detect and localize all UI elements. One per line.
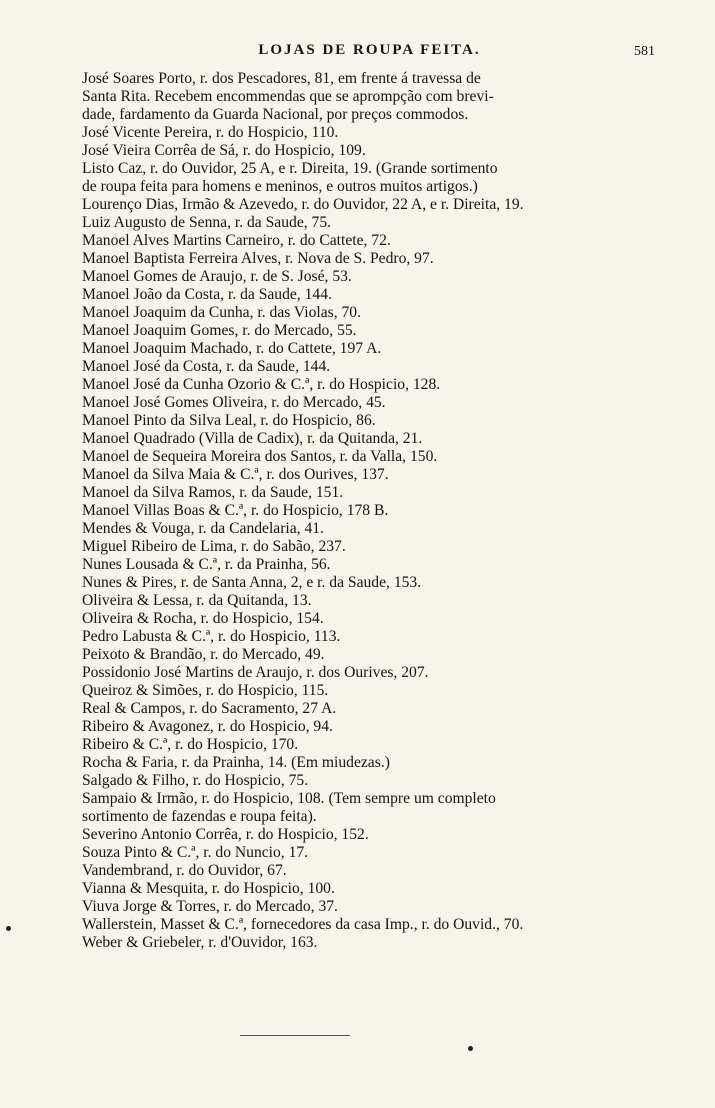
entry-line: Peixoto & Brandão, r. do Mercado, 49. bbox=[82, 646, 325, 663]
entry-line: Manoel da Silva Ramos, r. da Saude, 151. bbox=[82, 484, 344, 501]
directory-entry bbox=[82, 556, 657, 574]
entry-line: Manoel Alves Martins Carneiro, r. do Cattete, 72. bbox=[82, 232, 391, 249]
entry-line: Manoel Gomes de Araujo, r. de S. José, 53. bbox=[82, 268, 352, 285]
entry-line: Manoel José da Costa, r. da Saude, 144. bbox=[82, 358, 331, 375]
entry-line: Manoel da Silva Maia & C.ª, r. dos Ourives, 137. bbox=[82, 466, 389, 483]
entry-line: Wallerstein, Masset & C.ª, fornecedores da casa Imp., r. do Ouvid., 70. bbox=[82, 916, 524, 933]
page-title: LOJAS DE ROUPA FEITA. bbox=[258, 42, 481, 58]
entry-line: Manoel Pinto da Silva Leal, r. do Hospicio, 86. bbox=[82, 412, 376, 429]
directory-entry bbox=[82, 538, 657, 556]
directory-entry bbox=[82, 844, 657, 862]
entry-line: Ribeiro & C.ª, r. do Hospicio, 170. bbox=[82, 736, 299, 753]
entry-line: Vandembrand, r. do Ouvidor, 67. bbox=[82, 862, 287, 879]
entry-line: Oliveira & Rocha, r. do Hospicio, 154. bbox=[82, 610, 324, 627]
entry-line: Weber & Griebeler, r. d'Ouvidor, 163. bbox=[82, 934, 318, 951]
entry-line: Severino Antonio Corrêa, r. do Hospicio, 152. bbox=[82, 826, 369, 843]
directory-entry bbox=[82, 718, 657, 736]
entry-line: Luiz Augusto de Senna, r. da Saude, 75. bbox=[82, 214, 332, 231]
entry-line: Viuva Jorge & Torres, r. do Mercado, 37. bbox=[82, 898, 338, 915]
entry-line: José Vicente Pereira, r. do Hospicio, 110. bbox=[82, 124, 339, 141]
directory-entry bbox=[82, 574, 657, 592]
entry-line: Santa Rita. Recebem encommendas que se aprompção com brevi- bbox=[82, 88, 494, 105]
entry-line: Manoel José da Cunha Ozorio & C.ª, r. do Hospicio, 128. bbox=[82, 376, 441, 393]
directory-entry bbox=[82, 394, 657, 412]
entry-line: José Soares Porto, r. dos Pescadores, 81, em frente á travessa de bbox=[82, 70, 481, 87]
directory-entry bbox=[82, 430, 657, 448]
entry-line: sortimento de fazendas e roupa feita). bbox=[82, 808, 317, 825]
entry-line: Oliveira & Lessa, r. da Quitanda, 13. bbox=[82, 592, 312, 609]
directory-entry bbox=[82, 232, 657, 250]
directory-entry bbox=[82, 826, 657, 844]
directory-entry bbox=[82, 340, 657, 358]
entry-line: Nunes Lousada & C.ª, r. da Prainha, 56. bbox=[82, 556, 331, 573]
directory-entry bbox=[82, 196, 657, 214]
entry-line: Salgado & Filho, r. do Hospicio, 75. bbox=[82, 772, 309, 789]
directory-entry bbox=[82, 592, 657, 610]
directory-entry bbox=[82, 322, 657, 340]
directory-entry bbox=[82, 880, 657, 898]
directory-entry bbox=[82, 286, 657, 304]
directory-entry bbox=[82, 520, 657, 538]
entry-line: Pedro Labusta & C.ª, r. do Hospicio, 113. bbox=[82, 628, 341, 645]
directory-entry bbox=[82, 304, 657, 322]
entry-line: Sampaio & Irmão, r. do Hospicio, 108. (Tem sempre um completo bbox=[82, 790, 496, 807]
directory-entry bbox=[82, 412, 657, 430]
directory-entry bbox=[82, 790, 657, 826]
directory-entry bbox=[82, 448, 657, 466]
directory-entry bbox=[82, 214, 657, 232]
entry-line: Miguel Ribeiro de Lima, r. do Sabão, 237. bbox=[82, 538, 346, 555]
entry-line: Possidonio José Martins de Araujo, r. dos Ourives, 207. bbox=[82, 664, 429, 681]
entry-line: Lourenço Dias, Irmão & Azevedo, r. do Ouvidor, 22 A, e r. Direita, 19. bbox=[82, 196, 524, 213]
directory-entry bbox=[82, 466, 657, 484]
entry-line: Real & Campos, r. do Sacramento, 27 A. bbox=[82, 700, 337, 717]
directory-entry bbox=[82, 70, 657, 124]
entry-line: Rocha & Faria, r. da Prainha, 14. (Em miudezas.) bbox=[82, 754, 390, 771]
directory-entry bbox=[82, 754, 657, 772]
entry-line: Queiroz & Simões, r. do Hospicio, 115. bbox=[82, 682, 329, 699]
margin-dot bbox=[468, 1046, 473, 1051]
directory-entry bbox=[82, 376, 657, 394]
directory-entry bbox=[82, 160, 657, 196]
entry-line: Vianna & Mesquita, r. do Hospicio, 100. bbox=[82, 880, 335, 897]
directory-entry bbox=[82, 898, 657, 916]
entry-line: Manoel de Sequeira Moreira dos Santos, r. da Valla, 150. bbox=[82, 448, 438, 465]
entry-line: de roupa feita para homens e meninos, e outros muitos artigos.) bbox=[82, 178, 478, 195]
directory-entry bbox=[82, 682, 657, 700]
directory-entry bbox=[82, 934, 657, 952]
directory-entry bbox=[82, 250, 657, 268]
entry-line: Manoel José Gomes Oliveira, r. do Mercado, 45. bbox=[82, 394, 386, 411]
entry-line: Ribeiro & Avagonez, r. do Hospicio, 94. bbox=[82, 718, 333, 735]
entry-line: Manoel Villas Boas & C.ª, r. do Hospicio, 178 B. bbox=[82, 502, 389, 519]
entry-line: Nunes & Pires, r. de Santa Anna, 2, e r. da Saude, 153. bbox=[82, 574, 422, 591]
entry-line: Listo Caz, r. do Ouvidor, 25 A, e r. Direita, 19. (Grande sortimento bbox=[82, 160, 498, 177]
directory-entry bbox=[82, 862, 657, 880]
entry-line: Manoel Joaquim Gomes, r. do Mercado, 55. bbox=[82, 322, 357, 339]
page-number: 581 bbox=[634, 44, 655, 59]
directory-entry bbox=[82, 916, 657, 934]
directory-entry bbox=[82, 502, 657, 520]
directory-entry bbox=[82, 358, 657, 376]
directory-entry bbox=[82, 142, 657, 160]
entry-line: dade, fardamento da Guarda Nacional, por preços commodos. bbox=[82, 106, 469, 123]
directory-entry bbox=[82, 610, 657, 628]
entry-line: Manoel Quadrado (Villa de Cadix), r. da Quitanda, 21. bbox=[82, 430, 423, 447]
directory-entry bbox=[82, 736, 657, 754]
entry-line: José Vieira Corrêa de Sá, r. do Hospicio, 109. bbox=[82, 142, 366, 159]
directory-entry bbox=[82, 700, 657, 718]
entry-line: Mendes & Vouga, r. da Candelaria, 41. bbox=[82, 520, 324, 537]
entry-line: Souza Pinto & C.ª, r. do Nuncio, 17. bbox=[82, 844, 309, 861]
directory-entry bbox=[82, 646, 657, 664]
directory-entry bbox=[82, 628, 657, 646]
entry-line: Manoel Joaquim Machado, r. do Cattete, 197 A. bbox=[82, 340, 382, 357]
document-page bbox=[82, 42, 657, 952]
directory-entry bbox=[82, 772, 657, 790]
entry-line: Manoel Joaquim da Cunha, r. das Violas, 70. bbox=[82, 304, 361, 321]
directory-entry bbox=[82, 124, 657, 142]
page-header bbox=[82, 42, 657, 70]
directory-list bbox=[82, 70, 657, 952]
directory-entry bbox=[82, 268, 657, 286]
directory-entry bbox=[82, 484, 657, 502]
entry-line: Manoel João da Costa, r. da Saude, 144. bbox=[82, 286, 332, 303]
entry-line: Manoel Baptista Ferreira Alves, r. Nova de S. Pedro, 97. bbox=[82, 250, 434, 267]
margin-dot bbox=[6, 926, 11, 931]
directory-entry bbox=[82, 664, 657, 682]
closing-rule bbox=[240, 1035, 350, 1036]
